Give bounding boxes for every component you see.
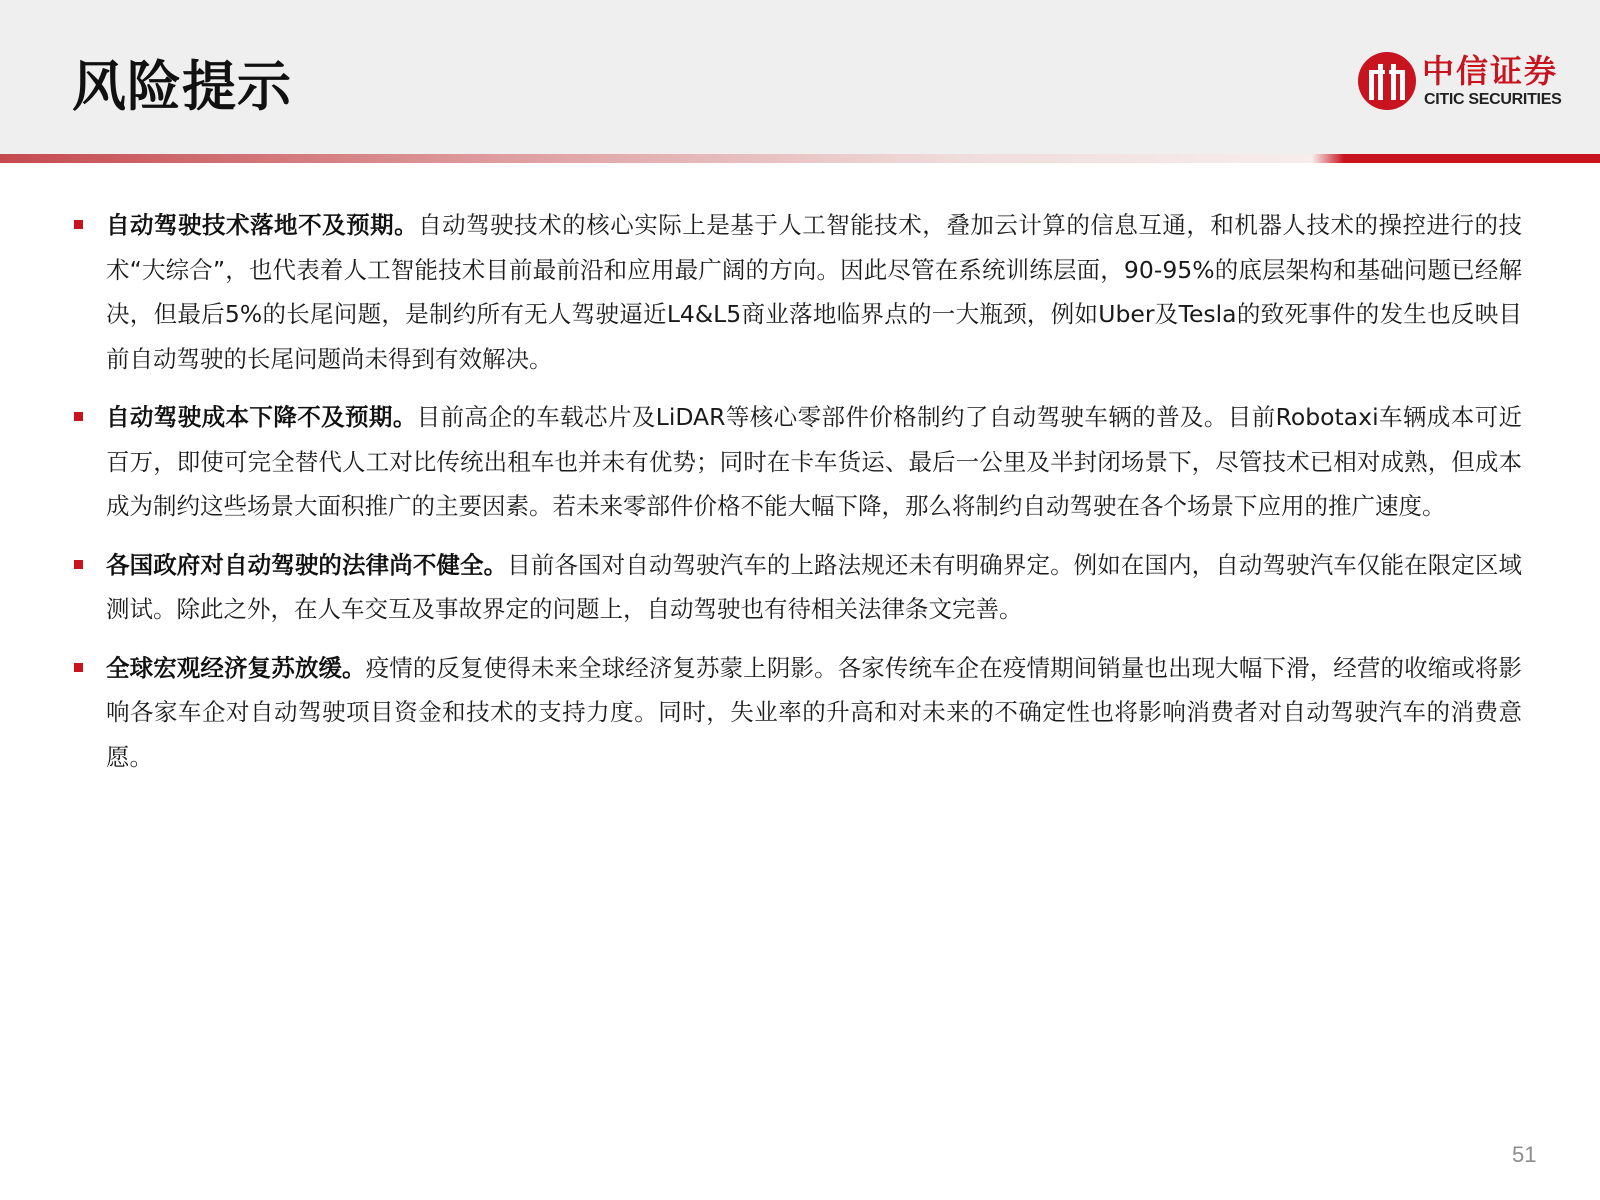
bullet-icon — [74, 220, 83, 229]
bullet-icon — [74, 663, 83, 672]
risk-item-text — [106, 543, 1522, 632]
bullet-icon — [74, 560, 83, 569]
risk-item-text — [106, 646, 1522, 780]
citic-securities-logo — [1356, 50, 1576, 114]
risk-item-body: 目前各国对自动驾驶汽车的上路法规还未有明确界定。例如在国内，自动驾驶汽车仅能在限定区域测试。除此之外，在人车交互及事故界定的问题上，自动驾驶也有待相关法律条文完善。 — [106, 550, 1523, 623]
slide-header — [0, 0, 1600, 154]
risk-item — [72, 395, 1522, 529]
risk-list — [72, 203, 1522, 793]
page-title: 风险提示 — [72, 55, 292, 118]
bullet-icon — [74, 412, 83, 421]
risk-item-heading: 各国政府对自动驾驶的法律尚不健全。 — [106, 550, 508, 579]
risk-item-body: 疫情的反复使得未来全球经济复苏蒙上阴影。各家传统车企在疫情期间销量也出现大幅下滑，经营的收缩或将影响各家车企对自动驾驶项目资金和技术的支持力度。同时，失业率的升高和对未来的不确定性也将影响消费者对自动驾驶汽车的消费意愿。 — [106, 653, 1523, 771]
risk-item-heading: 自动驾驶成本下降不及预期。 — [106, 403, 417, 431]
citic-emblem-icon — [1356, 50, 1418, 112]
page-number: 51 — [1512, 1142, 1537, 1167]
risk-item-body: 自动驾驶技术的核心实际上是基于人工智能技术，叠加云计算的信息互通，和机器人技术的操控进行的技术“大综合”，也代表着人工智能技术目前最前沿和应用最广阔的方向。因此尽管在系统训练层面，90-95%的底层架构和基础问题已经解决，但最后5%的长尾问题，是制约所有无人驾驶逼近L4&L5商业落地临界点的一大瓶颈，例如Uber及Tesla的致死事件的发生也反映目前自动驾驶的长尾问题尚未得到有效解决。 — [106, 211, 1523, 373]
risk-item — [72, 543, 1522, 632]
risk-item — [72, 646, 1522, 780]
risk-item — [72, 203, 1522, 381]
risk-item-text — [106, 203, 1522, 381]
risk-item-heading: 全球宏观经济复苏放缓。 — [106, 653, 366, 682]
logo-english-name: CITIC SECURITIES — [1424, 91, 1562, 108]
risk-item-heading: 自动驾驶技术落地不及预期。 — [106, 211, 419, 239]
risk-item-body: 目前高企的车载芯片及LiDAR等核心零部件价格制约了自动驾驶车辆的普及。目前Robotaxi车辆成本可近百万，即使可完全替代人工对比传统出租车也并未有优势；同时在卡车货运、最后一公里及半封闭场景下，尽管技术已相对成熟，但成本成为制约这些场景大面积推广的主要因素。若未来零部件价格不能大幅下降，那么将制约自动驾驶在各个场景下应用的推广速度。 — [106, 403, 1523, 520]
logo-chinese-name: 中信证券 — [1422, 52, 1559, 90]
header-divider-bar — [0, 154, 1600, 163]
risk-item-text — [106, 395, 1522, 529]
